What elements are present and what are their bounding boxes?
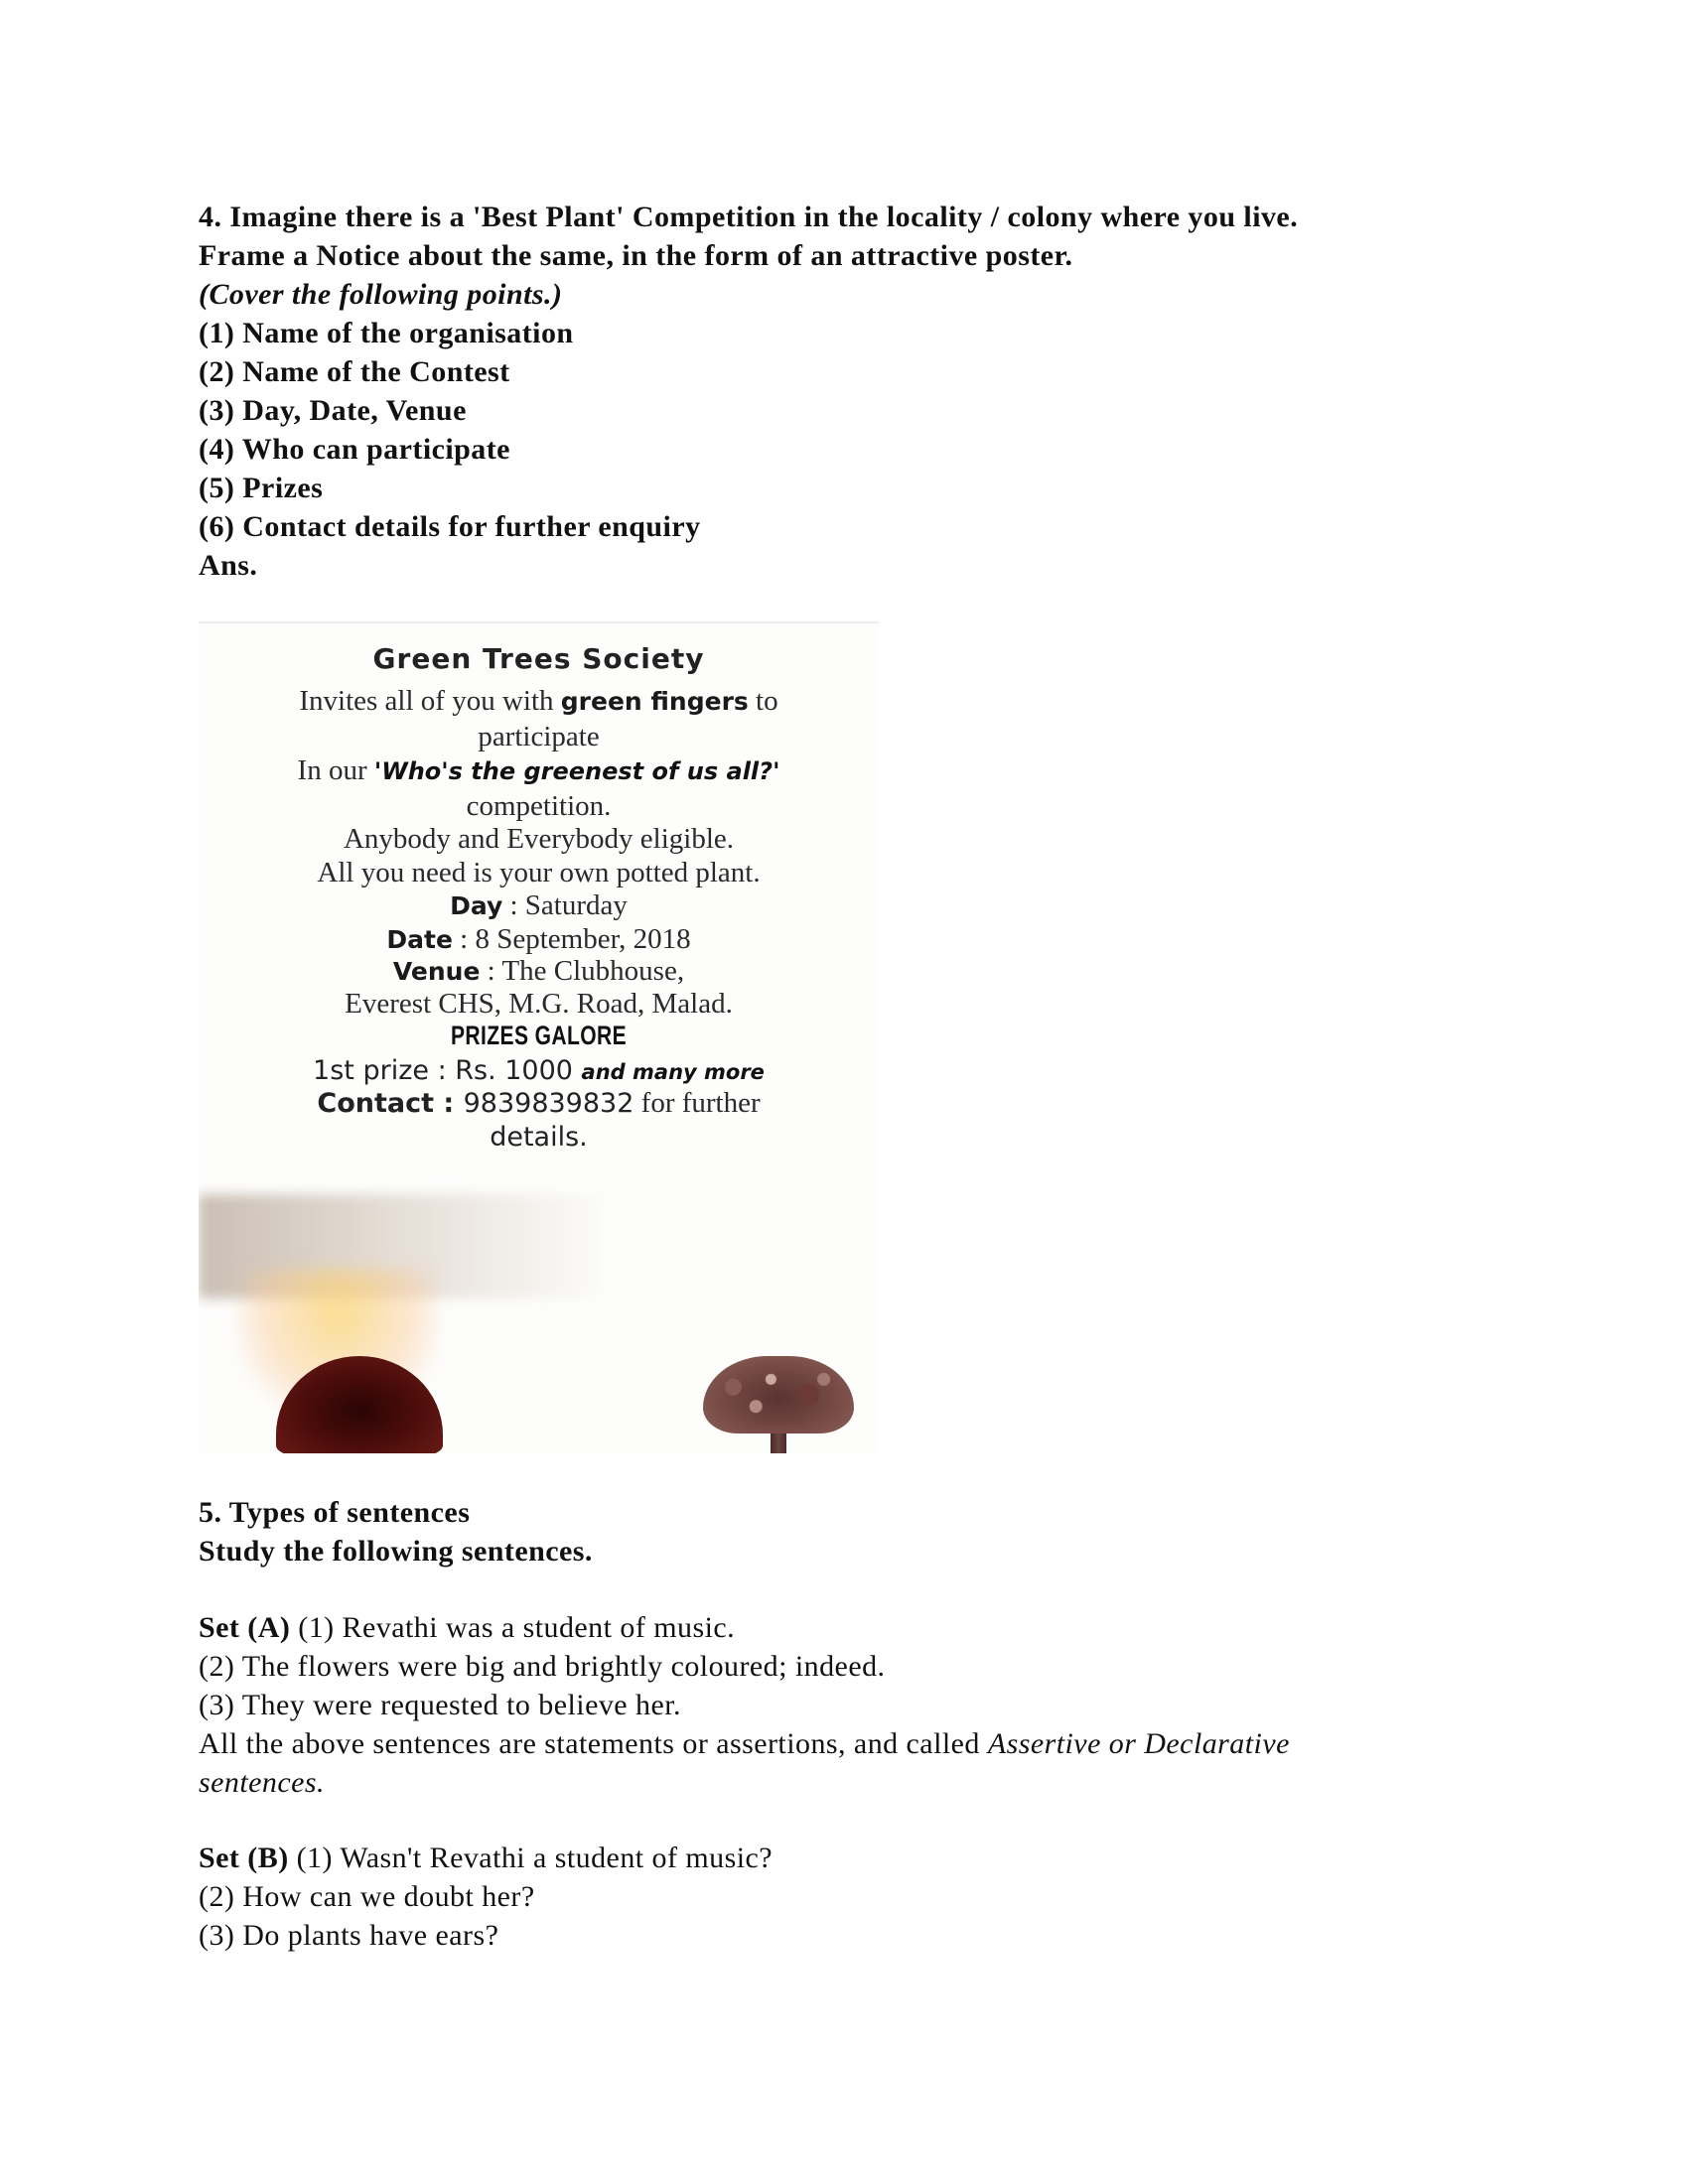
point-2: (2) Name of the Contest — [199, 355, 510, 388]
answer-label: Ans. — [199, 549, 258, 582]
question-5-subtitle: Study the following sentences. — [199, 1535, 593, 1568]
poster-participate: participate — [478, 721, 600, 752]
poster-venue: Venue : The Clubhouse, — [392, 955, 685, 987]
poster-eligibility: Anybody and Everybody eligible. — [343, 823, 735, 855]
point-1: (1) Name of the organisation — [199, 317, 574, 349]
question-4-line-2: Frame a Notice about the same, in the form of an attractive poster. — [199, 239, 1073, 272]
poster-contest: In our 'Who's the greenest of us all?' — [297, 754, 780, 786]
poster-contact-details: details. — [490, 1122, 588, 1153]
point-5: (5) Prizes — [199, 472, 324, 504]
poster-venue-address: Everest CHS, M.G. Road, Malad. — [345, 988, 733, 1020]
poster-requirement: All you need is your own potted plant. — [317, 857, 761, 888]
set-b-item-1: Set (B) (1) Wasn't Revathi a student of music? — [199, 1842, 774, 1874]
poster-organisation: Green Trees Society — [372, 642, 705, 675]
poster-contact: Contact : 9839839832 for further — [317, 1087, 761, 1119]
tree-right-icon — [703, 1356, 854, 1433]
poster-competition: competition. — [466, 790, 612, 822]
set-a-explanation: All the above sentences are statements or assertions, and called Assertive or Declarative — [199, 1727, 1290, 1760]
question-4-line-1: 4. Imagine there is a 'Best Plant' Competition in the locality / colony where you live. — [199, 201, 1299, 233]
set-a-item-3: (3) They were requested to believe her. — [199, 1689, 681, 1721]
poster-day: Day : Saturday — [450, 889, 628, 921]
set-a-explanation-cont: sentences. — [199, 1766, 325, 1799]
set-a-item-2: (2) The flowers were big and brightly coloured; indeed. — [199, 1650, 886, 1683]
poster-date: Date : 8 September, 2018 — [386, 923, 691, 955]
poster-image — [199, 623, 879, 1453]
poster-invite: Invites all of you with green fingers to — [299, 685, 778, 717]
poster-first-prize: 1st prize : Rs. 1000 and many more — [313, 1055, 765, 1086]
set-a-item-1: Set (A) (1) Revathi was a student of music. — [199, 1611, 736, 1644]
question-5-title: 5. Types of sentences — [199, 1496, 471, 1529]
point-4: (4) Who can participate — [199, 433, 510, 466]
set-b-item-3: (3) Do plants have ears? — [199, 1919, 499, 1952]
point-6: (6) Contact details for further enquiry — [199, 510, 701, 543]
poster-prizes-heading: PRIZES GALORE — [450, 1021, 628, 1050]
point-3: (3) Day, Date, Venue — [199, 394, 467, 427]
set-b-item-2: (2) How can we doubt her? — [199, 1880, 535, 1913]
question-4-instruction: (Cover the following points.) — [199, 278, 563, 311]
